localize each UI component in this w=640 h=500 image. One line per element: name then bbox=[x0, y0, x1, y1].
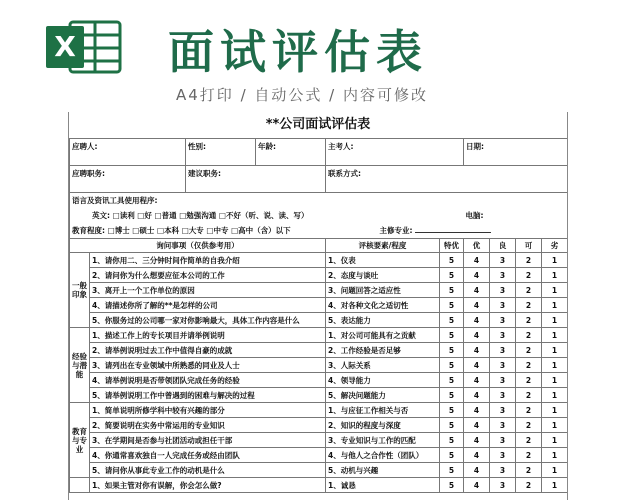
page-title: 面试评估表 bbox=[168, 25, 428, 79]
score-cell[interactable]: 4 bbox=[464, 328, 490, 343]
score-cell[interactable]: 2 bbox=[516, 343, 542, 358]
english-options[interactable]: 英文: □读利 □好 □普通 □勉强沟通 □不好（听、说、读、写） bbox=[70, 208, 464, 223]
criteria-cell: 2、知识的程度与深度 bbox=[326, 418, 440, 433]
sheet-title: **公司面试评估表 bbox=[265, 117, 371, 132]
score-cell[interactable]: 4 bbox=[464, 403, 490, 418]
table-row bbox=[70, 478, 568, 493]
score-cell[interactable]: 3 bbox=[490, 313, 516, 328]
criteria-cell: 1、仪表 bbox=[326, 253, 440, 268]
score-cell[interactable]: 1 bbox=[542, 463, 568, 478]
score-cell[interactable]: 3 bbox=[490, 463, 516, 478]
score-cell[interactable]: 3 bbox=[490, 403, 516, 418]
computer-label: 电脑: bbox=[464, 208, 568, 223]
score-cell[interactable]: 5 bbox=[440, 388, 464, 403]
score-cell[interactable]: 5 bbox=[440, 433, 464, 448]
table-row bbox=[70, 253, 568, 268]
question-cell: 5、请问你从事此专业工作的动机是什么 bbox=[90, 463, 326, 478]
score-cell[interactable]: 2 bbox=[516, 328, 542, 343]
section-category: 教育与专业 bbox=[70, 403, 90, 478]
score-cell[interactable]: 5 bbox=[440, 418, 464, 433]
score-cell[interactable]: 1 bbox=[542, 253, 568, 268]
criteria-cell: 4、对各种文化之适切性 bbox=[326, 298, 440, 313]
score-cell[interactable]: 1 bbox=[542, 388, 568, 403]
criteria-cell: 5、表达能力 bbox=[326, 313, 440, 328]
suggested-position-field[interactable]: 建议职务: bbox=[186, 166, 326, 193]
section-category bbox=[70, 478, 90, 493]
score-cell[interactable]: 5 bbox=[440, 463, 464, 478]
score-cell[interactable]: 2 bbox=[516, 358, 542, 373]
score-cell[interactable]: 2 bbox=[516, 478, 542, 493]
excel-logo-letter: X bbox=[54, 30, 76, 63]
score-cell[interactable]: 3 bbox=[490, 358, 516, 373]
score-cell[interactable]: 3 bbox=[490, 448, 516, 463]
question-cell: 3、请列出在专业领域中所熟悉的同业及人士 bbox=[90, 358, 326, 373]
contact-field[interactable]: 联系方式: bbox=[326, 166, 568, 193]
score-cell[interactable]: 3 bbox=[490, 388, 516, 403]
score-cell[interactable]: 2 bbox=[516, 463, 542, 478]
table-row bbox=[70, 463, 568, 478]
criteria-cell: 1、对公司可能具有之贡献 bbox=[326, 328, 440, 343]
evaluation-sections bbox=[70, 253, 568, 493]
score-cell[interactable]: 3 bbox=[490, 373, 516, 388]
score-cell[interactable]: 4 bbox=[464, 358, 490, 373]
excel-icon bbox=[44, 18, 124, 76]
table-row bbox=[70, 328, 568, 343]
question-cell: 1、简单说明所修学科中较有兴趣的部分 bbox=[90, 403, 326, 418]
score-cell[interactable]: 2 bbox=[516, 448, 542, 463]
criteria-cell: 1、与应征工作相关与否 bbox=[326, 403, 440, 418]
score-cell[interactable]: 4 bbox=[464, 388, 490, 403]
language-label: 语言及资讯工具使用程序: bbox=[70, 193, 568, 209]
score-cell[interactable]: 2 bbox=[516, 283, 542, 298]
education-row bbox=[70, 223, 568, 239]
score-cell[interactable]: 5 bbox=[440, 313, 464, 328]
score-cell[interactable]: 5 bbox=[440, 478, 464, 493]
score-cell[interactable]: 4 bbox=[464, 478, 490, 493]
table-row bbox=[70, 343, 568, 358]
table-row bbox=[70, 403, 568, 418]
grade-header: 良 bbox=[490, 239, 516, 253]
question-cell: 5、请举例说明工作中曾遇到的困难与解决的过程 bbox=[90, 388, 326, 403]
grade-header: 可 bbox=[516, 239, 542, 253]
score-cell[interactable]: 4 bbox=[464, 418, 490, 433]
score-cell[interactable]: 5 bbox=[440, 358, 464, 373]
score-cell[interactable]: 3 bbox=[490, 298, 516, 313]
section-category: 经验与潜能 bbox=[70, 328, 90, 403]
question-cell: 4、请描述你所了解的**是怎样的公司 bbox=[90, 298, 326, 313]
criteria-cell: 3、人际关系 bbox=[326, 358, 440, 373]
question-cell: 4、你通常喜欢独自一人完成任务或经由团队 bbox=[90, 448, 326, 463]
score-cell[interactable]: 1 bbox=[542, 403, 568, 418]
criteria-cell: 2、工作经验是否足够 bbox=[326, 343, 440, 358]
score-cell[interactable]: 5 bbox=[440, 373, 464, 388]
score-cell[interactable]: 1 bbox=[542, 298, 568, 313]
evaluation-table bbox=[69, 138, 568, 493]
criteria-cell: 5、解决问题能力 bbox=[326, 388, 440, 403]
criteria-cell: 2、态度与谈吐 bbox=[326, 268, 440, 283]
score-cell[interactable]: 3 bbox=[490, 343, 516, 358]
score-cell[interactable]: 1 bbox=[542, 448, 568, 463]
score-cell[interactable]: 2 bbox=[516, 298, 542, 313]
score-cell[interactable]: 3 bbox=[490, 283, 516, 298]
question-cell: 5、你服务过的公司哪一家对你影响最大，具体工作内容是什么 bbox=[90, 313, 326, 328]
grade-header: 优 bbox=[464, 239, 490, 253]
question-cell: 3、离开上一个工作单位的原因 bbox=[90, 283, 326, 298]
score-cell[interactable]: 4 bbox=[464, 283, 490, 298]
score-cell[interactable]: 2 bbox=[516, 388, 542, 403]
score-cell[interactable]: 1 bbox=[542, 313, 568, 328]
table-row bbox=[70, 373, 568, 388]
score-cell[interactable]: 1 bbox=[542, 328, 568, 343]
age-field[interactable]: 年龄: bbox=[256, 139, 326, 166]
score-cell[interactable]: 3 bbox=[490, 418, 516, 433]
table-row bbox=[70, 418, 568, 433]
major-underline bbox=[415, 225, 491, 233]
score-cell[interactable]: 4 bbox=[464, 433, 490, 448]
table-row bbox=[70, 433, 568, 448]
score-cell[interactable]: 3 bbox=[490, 433, 516, 448]
criteria-cell: 5、动机与兴趣 bbox=[326, 463, 440, 478]
grade-header: 特优 bbox=[440, 239, 464, 253]
questions-header: 询问事项（仅供参考用） bbox=[70, 239, 326, 253]
interviewer-field[interactable]: 主考人: bbox=[326, 139, 464, 166]
score-cell[interactable]: 1 bbox=[542, 268, 568, 283]
score-cell[interactable]: 3 bbox=[490, 478, 516, 493]
criteria-cell: 3、问题回答之适应性 bbox=[326, 283, 440, 298]
table-row bbox=[70, 358, 568, 373]
score-cell[interactable]: 1 bbox=[542, 433, 568, 448]
score-cell[interactable]: 4 bbox=[464, 298, 490, 313]
table-row bbox=[70, 298, 568, 313]
score-cell[interactable]: 5 bbox=[440, 298, 464, 313]
score-cell[interactable]: 1 bbox=[542, 358, 568, 373]
evaluation-sheet bbox=[68, 112, 568, 500]
table-row bbox=[70, 283, 568, 298]
score-cell[interactable]: 4 bbox=[464, 343, 490, 358]
page-subtitle: A4打印 / 自动公式 / 内容可修改 bbox=[176, 86, 428, 104]
score-cell[interactable]: 1 bbox=[542, 343, 568, 358]
score-cell[interactable]: 1 bbox=[542, 418, 568, 433]
banner bbox=[0, 0, 640, 108]
major-label: 主修专业: bbox=[379, 226, 413, 235]
score-cell[interactable]: 5 bbox=[440, 448, 464, 463]
applicant-field[interactable]: 应聘人: bbox=[70, 139, 186, 166]
date-field[interactable]: 日期: bbox=[464, 139, 568, 166]
score-cell[interactable]: 4 bbox=[464, 313, 490, 328]
score-cell[interactable]: 5 bbox=[440, 403, 464, 418]
info-row-1 bbox=[70, 139, 568, 166]
criteria-header: 评核要素/程度 bbox=[326, 239, 440, 253]
score-cell[interactable]: 4 bbox=[464, 463, 490, 478]
table-row bbox=[70, 313, 568, 328]
table-row bbox=[70, 268, 568, 283]
criteria-cell: 4、领导能力 bbox=[326, 373, 440, 388]
section-category: 一般印象 bbox=[70, 253, 90, 328]
language-row bbox=[70, 193, 568, 209]
score-cell[interactable]: 2 bbox=[516, 403, 542, 418]
score-cell[interactable]: 2 bbox=[516, 253, 542, 268]
criteria-cell: 3、专业知识与工作的匹配 bbox=[326, 433, 440, 448]
score-cell[interactable]: 3 bbox=[490, 253, 516, 268]
table-header bbox=[70, 239, 568, 253]
score-cell[interactable]: 5 bbox=[440, 253, 464, 268]
education-options[interactable]: 教育程度: □博士 □硕士 □本科 □大专 □中专 □高中（含）以下 bbox=[70, 223, 378, 239]
score-cell[interactable]: 4 bbox=[464, 253, 490, 268]
score-cell[interactable]: 5 bbox=[440, 283, 464, 298]
score-cell[interactable]: 4 bbox=[464, 268, 490, 283]
score-cell[interactable]: 1 bbox=[542, 283, 568, 298]
table-row bbox=[70, 388, 568, 403]
score-cell[interactable]: 1 bbox=[542, 373, 568, 388]
question-cell: 2、简要说明在实务中常运用的专业知识 bbox=[90, 418, 326, 433]
score-cell[interactable]: 2 bbox=[516, 418, 542, 433]
score-cell[interactable]: 3 bbox=[490, 268, 516, 283]
question-cell: 3、在学期间是否参与社团活动或担任干部 bbox=[90, 433, 326, 448]
question-cell: 2、请问你为什么想要应征本公司的工作 bbox=[90, 268, 326, 283]
score-cell[interactable]: 2 bbox=[516, 313, 542, 328]
question-cell: 1、请你用二、三分钟时间作简单的自我介绍 bbox=[90, 253, 326, 268]
grade-header: 劣 bbox=[542, 239, 568, 253]
score-cell[interactable]: 4 bbox=[464, 373, 490, 388]
question-cell: 2、请举例说明过去工作中值得自豪的成就 bbox=[90, 343, 326, 358]
major-field[interactable] bbox=[378, 223, 568, 239]
criteria-cell: 1、诚恳 bbox=[326, 478, 440, 493]
score-cell[interactable]: 5 bbox=[440, 268, 464, 283]
score-cell[interactable]: 4 bbox=[464, 448, 490, 463]
position-field[interactable]: 应聘职务: bbox=[70, 166, 186, 193]
criteria-cell: 4、与他人之合作性（团队） bbox=[326, 448, 440, 463]
info-row-2 bbox=[70, 166, 568, 193]
score-cell[interactable]: 2 bbox=[516, 268, 542, 283]
english-row bbox=[70, 208, 568, 223]
score-cell[interactable]: 5 bbox=[440, 343, 464, 358]
question-cell: 4、请举例说明是否带领团队完成任务的经验 bbox=[90, 373, 326, 388]
gender-field[interactable]: 性别: bbox=[186, 139, 256, 166]
score-cell[interactable]: 2 bbox=[516, 373, 542, 388]
score-cell[interactable]: 2 bbox=[516, 433, 542, 448]
score-cell[interactable]: 5 bbox=[440, 328, 464, 343]
question-cell: 1、描述工作上的专长项目并请举例说明 bbox=[90, 328, 326, 343]
table-row bbox=[70, 448, 568, 463]
score-cell[interactable]: 1 bbox=[542, 478, 568, 493]
question-cell: 1、如果主管对你有误解，你会怎么做? bbox=[90, 478, 326, 493]
score-cell[interactable]: 3 bbox=[490, 328, 516, 343]
